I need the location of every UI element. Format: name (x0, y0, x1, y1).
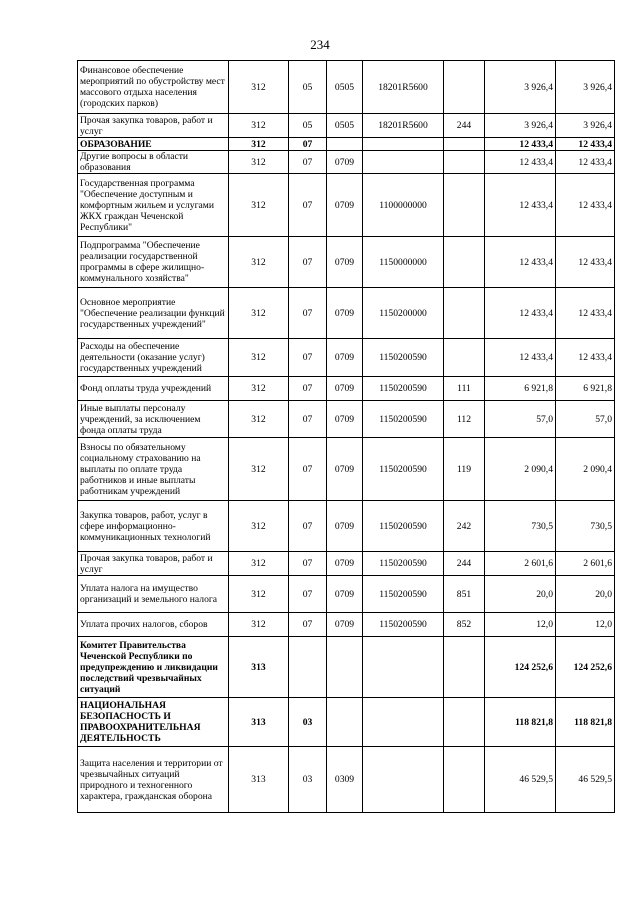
ministry-code: 312 (229, 151, 289, 174)
amount-year-2: 118 821,8 (556, 698, 615, 747)
page-number: 234 (310, 37, 330, 52)
subsection-code: 0709 (327, 576, 363, 613)
row-name: Фонд оплаты труда учреждений (78, 377, 229, 401)
table-row (78, 151, 615, 174)
amount-year-1: 3 926,4 (485, 114, 556, 138)
section-code: 07 (289, 438, 327, 501)
target-article-code: 1150200590 (363, 401, 444, 438)
ministry-code: 313 (229, 747, 289, 813)
row-name: Подпрограмма "Обеспечение реализации государственной программы в сфере жилищно-коммунального хозяйства" (78, 237, 229, 288)
expense-type-code (444, 637, 485, 698)
amount-year-2: 12 433,4 (556, 288, 615, 339)
target-article-code (363, 747, 444, 813)
amount-year-2: 20,0 (556, 576, 615, 613)
row-name: Другие вопросы в области образования (78, 151, 229, 174)
ministry-code: 312 (229, 61, 289, 114)
section-code: 07 (289, 576, 327, 613)
amount-year-1: 12 433,4 (485, 237, 556, 288)
table-row (78, 377, 615, 401)
subsection-code: 0505 (327, 114, 363, 138)
row-name: Уплата налога на имущество организаций и земельного налога (78, 576, 229, 613)
section-code: 05 (289, 61, 327, 114)
amount-year-1: 12 433,4 (485, 138, 556, 151)
expense-type-code: 111 (444, 377, 485, 401)
amount-year-2: 12 433,4 (556, 237, 615, 288)
expense-type-code: 244 (444, 552, 485, 576)
section-code: 07 (289, 377, 327, 401)
amount-year-1: 124 252,6 (485, 637, 556, 698)
ministry-code: 312 (229, 377, 289, 401)
section-code: 07 (289, 339, 327, 377)
section-code: 07 (289, 613, 327, 637)
ministry-code: 312 (229, 114, 289, 138)
row-name: Расходы на обеспечение деятельности (оказание услуг) государственных учреждений (78, 339, 229, 377)
amount-year-2: 12 433,4 (556, 174, 615, 237)
section-code: 03 (289, 747, 327, 813)
row-name: Финансовое обеспечение мероприятий по обустройству мест массового отдыха населения (городских парков) (78, 61, 229, 114)
target-article-code (363, 138, 444, 151)
expense-type-code: 242 (444, 501, 485, 552)
expense-type-code (444, 174, 485, 237)
expense-type-code (444, 698, 485, 747)
ministry-code: 312 (229, 576, 289, 613)
ministry-code: 312 (229, 552, 289, 576)
target-article-code: 18201R5600 (363, 61, 444, 114)
target-article-code: 1100000000 (363, 174, 444, 237)
section-code (289, 637, 327, 698)
amount-year-1: 46 529,5 (485, 747, 556, 813)
amount-year-2: 12,0 (556, 613, 615, 637)
section-code: 07 (289, 401, 327, 438)
row-name: ОБРАЗОВАНИЕ (78, 138, 229, 151)
section-code: 07 (289, 288, 327, 339)
budget-table-body (78, 61, 615, 813)
amount-year-2: 57,0 (556, 401, 615, 438)
row-name: Взносы по обязательному социальному страхованию на выплаты по оплате труда работников и иные выплаты работникам учреждений (78, 438, 229, 501)
table-row (78, 637, 615, 698)
table-row (78, 174, 615, 237)
table-row (78, 747, 615, 813)
expense-type-code: 112 (444, 401, 485, 438)
table-row (78, 698, 615, 747)
subsection-code (327, 637, 363, 698)
target-article-code: 1150200590 (363, 552, 444, 576)
amount-year-1: 730,5 (485, 501, 556, 552)
table-row (78, 138, 615, 151)
ministry-code: 313 (229, 637, 289, 698)
target-article-code: 1150200590 (363, 576, 444, 613)
expense-type-code (444, 138, 485, 151)
ministry-code: 312 (229, 237, 289, 288)
amount-year-2: 2 601,6 (556, 552, 615, 576)
target-article-code (363, 151, 444, 174)
amount-year-2: 12 433,4 (556, 151, 615, 174)
row-name: Закупка товаров, работ, услуг в сфере информационно-коммуникационных технологий (78, 501, 229, 552)
section-code: 07 (289, 151, 327, 174)
amount-year-1: 12 433,4 (485, 174, 556, 237)
ministry-code: 312 (229, 288, 289, 339)
row-name: Защита населения и территории от чрезвычайных ситуаций природного и техногенного характера, гражданская оборона (78, 747, 229, 813)
table-row (78, 438, 615, 501)
subsection-code: 0709 (327, 377, 363, 401)
amount-year-1: 118 821,8 (485, 698, 556, 747)
row-name: Уплата прочих налогов, сборов (78, 613, 229, 637)
ministry-code: 313 (229, 698, 289, 747)
target-article-code: 1150200590 (363, 438, 444, 501)
ministry-code: 312 (229, 438, 289, 501)
table-row (78, 401, 615, 438)
amount-year-1: 57,0 (485, 401, 556, 438)
subsection-code: 0709 (327, 552, 363, 576)
subsection-code: 0709 (327, 288, 363, 339)
amount-year-2: 6 921,8 (556, 377, 615, 401)
table-row (78, 552, 615, 576)
ministry-code: 312 (229, 174, 289, 237)
row-name: НАЦИОНАЛЬНАЯ БЕЗОПАСНОСТЬ И ПРАВООХРАНИТЕЛЬНАЯ ДЕЯТЕЛЬНОСТЬ (78, 698, 229, 747)
table-row (78, 613, 615, 637)
subsection-code: 0709 (327, 151, 363, 174)
subsection-code: 0309 (327, 747, 363, 813)
section-code: 07 (289, 174, 327, 237)
expense-type-code: 851 (444, 576, 485, 613)
subsection-code: 0709 (327, 501, 363, 552)
amount-year-2: 3 926,4 (556, 61, 615, 114)
amount-year-1: 12 433,4 (485, 151, 556, 174)
table-row (78, 61, 615, 114)
table-row (78, 114, 615, 138)
table-row (78, 288, 615, 339)
row-name: Государственная программа "Обеспечение доступным и комфортным жильем и услугами ЖКХ граждан Чеченской Республики" (78, 174, 229, 237)
expense-type-code: 244 (444, 114, 485, 138)
amount-year-2: 46 529,5 (556, 747, 615, 813)
amount-year-1: 12,0 (485, 613, 556, 637)
amount-year-2: 2 090,4 (556, 438, 615, 501)
ministry-code: 312 (229, 401, 289, 438)
row-name: Основное мероприятие "Обеспечение реализации функций государственных учреждений" (78, 288, 229, 339)
ministry-code: 312 (229, 339, 289, 377)
table-row (78, 339, 615, 377)
amount-year-1: 2 601,6 (485, 552, 556, 576)
section-code: 07 (289, 501, 327, 552)
amount-year-2: 12 433,4 (556, 339, 615, 377)
target-article-code: 1150200590 (363, 339, 444, 377)
target-article-code: 18201R5600 (363, 114, 444, 138)
target-article-code (363, 637, 444, 698)
expense-type-code (444, 61, 485, 114)
row-name: Комитет Правительства Чеченской Республики по предупреждению и ликвидации последствий чрезвычайных ситуаций (78, 637, 229, 698)
row-name: Иные выплаты персоналу учреждений, за исключением фонда оплаты труда (78, 401, 229, 438)
amount-year-1: 12 433,4 (485, 288, 556, 339)
expense-type-code (444, 747, 485, 813)
subsection-code: 0709 (327, 401, 363, 438)
subsection-code: 0709 (327, 339, 363, 377)
subsection-code: 0709 (327, 613, 363, 637)
section-code: 07 (289, 138, 327, 151)
row-name: Прочая закупка товаров, работ и услуг (78, 552, 229, 576)
ministry-code: 312 (229, 613, 289, 637)
ministry-code: 312 (229, 138, 289, 151)
row-name: Прочая закупка товаров, работ и услуг (78, 114, 229, 138)
expense-type-code (444, 288, 485, 339)
expense-type-code (444, 237, 485, 288)
amount-year-2: 124 252,6 (556, 637, 615, 698)
section-code: 07 (289, 552, 327, 576)
target-article-code (363, 698, 444, 747)
table-row (78, 237, 615, 288)
amount-year-1: 6 921,8 (485, 377, 556, 401)
table-row (78, 576, 615, 613)
expense-type-code: 119 (444, 438, 485, 501)
target-article-code: 1150200590 (363, 613, 444, 637)
amount-year-1: 3 926,4 (485, 61, 556, 114)
subsection-code: 0505 (327, 61, 363, 114)
expense-type-code (444, 151, 485, 174)
subsection-code (327, 698, 363, 747)
ministry-code: 312 (229, 501, 289, 552)
target-article-code: 1150200000 (363, 288, 444, 339)
table-row (78, 501, 615, 552)
section-code: 07 (289, 237, 327, 288)
budget-table (77, 60, 615, 813)
amount-year-1: 2 090,4 (485, 438, 556, 501)
amount-year-2: 3 926,4 (556, 114, 615, 138)
subsection-code: 0709 (327, 438, 363, 501)
section-code: 03 (289, 698, 327, 747)
amount-year-2: 12 433,4 (556, 138, 615, 151)
amount-year-1: 12 433,4 (485, 339, 556, 377)
section-code: 05 (289, 114, 327, 138)
subsection-code: 0709 (327, 237, 363, 288)
expense-type-code (444, 339, 485, 377)
subsection-code (327, 138, 363, 151)
amount-year-2: 730,5 (556, 501, 615, 552)
target-article-code: 1150200590 (363, 501, 444, 552)
expense-type-code: 852 (444, 613, 485, 637)
amount-year-1: 20,0 (485, 576, 556, 613)
subsection-code: 0709 (327, 174, 363, 237)
target-article-code: 1150000000 (363, 237, 444, 288)
target-article-code: 1150200590 (363, 377, 444, 401)
